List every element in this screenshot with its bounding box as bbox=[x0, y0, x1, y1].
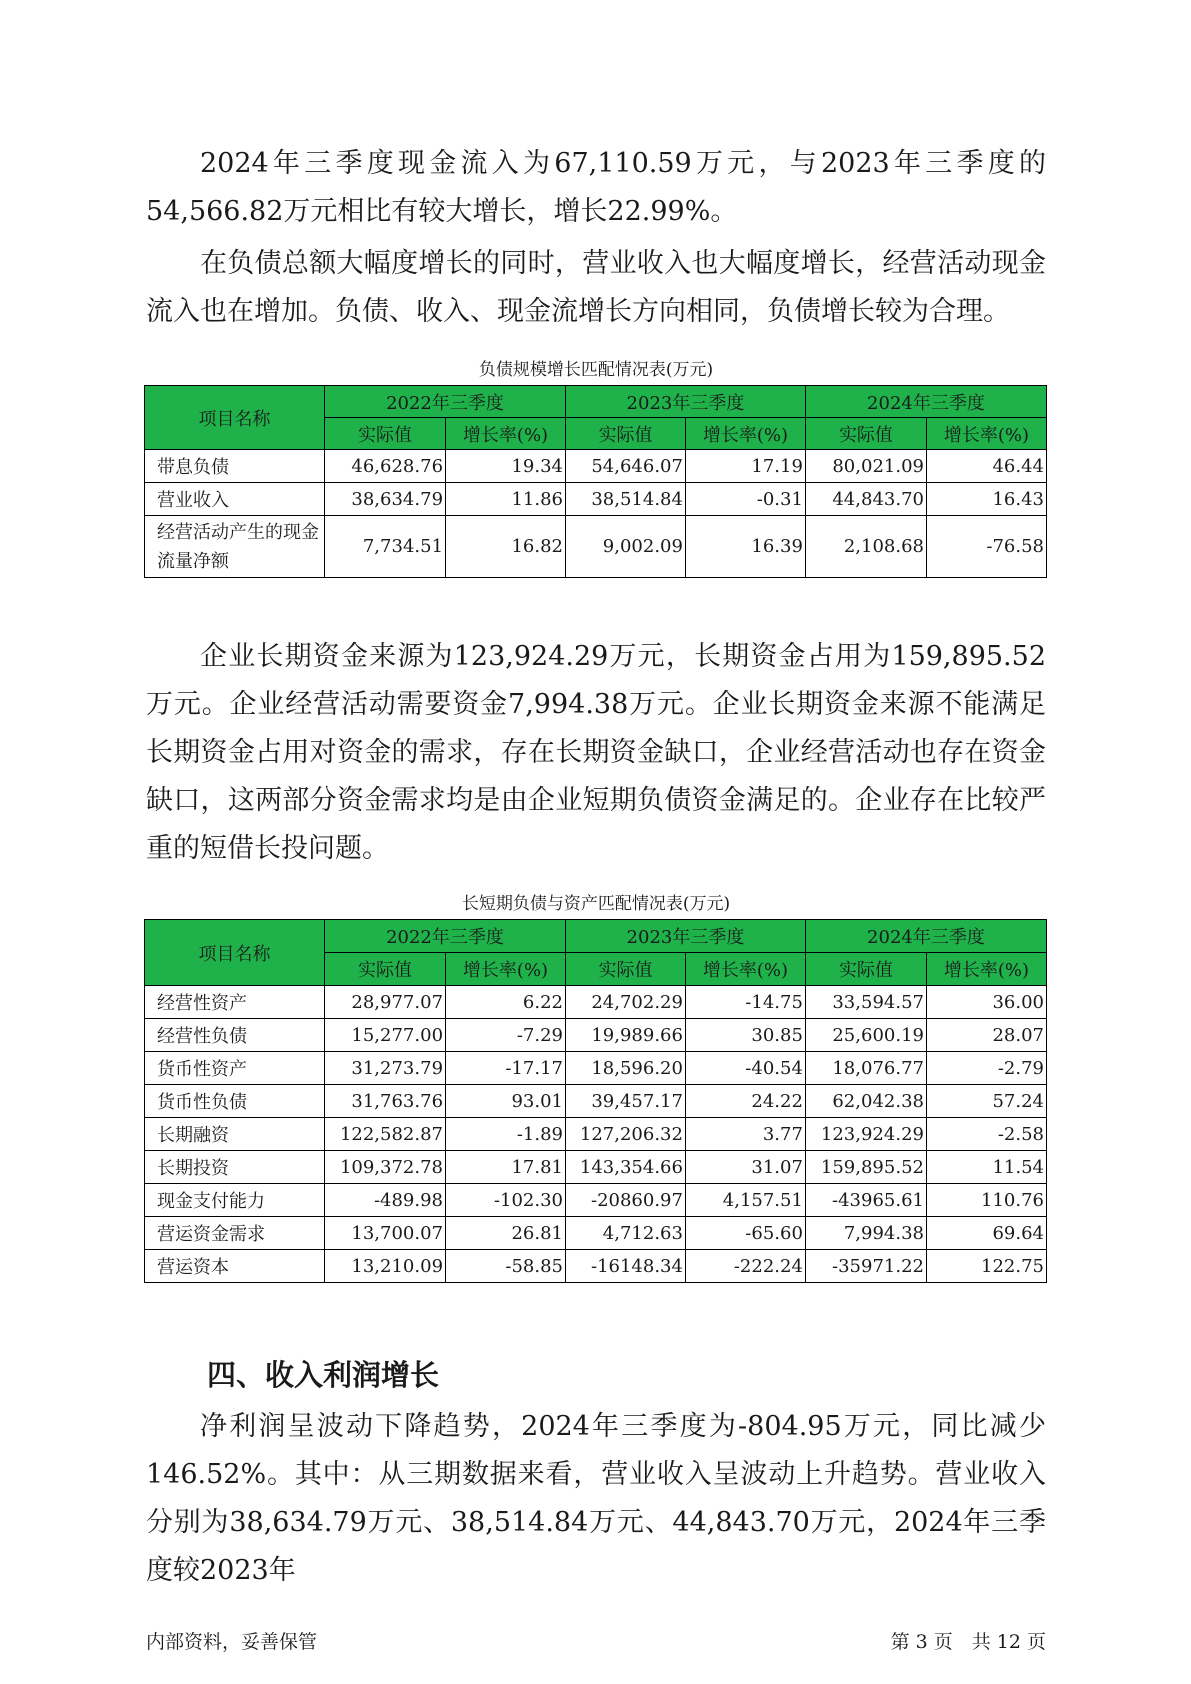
cell-value: 18,076.77 bbox=[805, 1052, 926, 1085]
cell-value: 44,843.70 bbox=[805, 483, 926, 516]
row-name: 营运资金需求 bbox=[145, 1217, 325, 1250]
cell-value: 16.39 bbox=[685, 516, 805, 578]
row-name: 经营性资产 bbox=[145, 986, 325, 1019]
cell-value: 93.01 bbox=[446, 1085, 566, 1118]
cell-value: 17.81 bbox=[446, 1151, 566, 1184]
cell-value: 57.24 bbox=[926, 1085, 1046, 1118]
cell-value: 31,273.79 bbox=[324, 1052, 445, 1085]
cell-value: 13,210.09 bbox=[324, 1250, 445, 1283]
footer-page-number: 第 3 页 共 12 页 bbox=[890, 1631, 1046, 1653]
header-item-name: 项目名称 bbox=[145, 386, 325, 450]
cell-value: 4,157.51 bbox=[685, 1184, 805, 1217]
cell-value: 31,763.76 bbox=[324, 1085, 445, 1118]
table-row bbox=[145, 1184, 1047, 1217]
table2-caption: 长短期负债与资产匹配情况表(万元) bbox=[461, 894, 731, 914]
table-row bbox=[145, 1250, 1047, 1283]
cell-value: 28.07 bbox=[926, 1019, 1046, 1052]
table1-caption: 负债规模增长匹配情况表(万元) bbox=[478, 360, 714, 380]
cell-value: 54,646.07 bbox=[565, 450, 685, 483]
cell-value: 13,700.07 bbox=[324, 1217, 445, 1250]
paragraph-debt-growth: 在负债总额大幅度增长的同时，营业收入也大幅度增长，经营活动现金流入也在增加。负债、收入、现金流增长方向相同，负债增长较为合理。 bbox=[146, 248, 1046, 327]
cell-value: -222.24 bbox=[685, 1250, 805, 1283]
cell-value: 69.64 bbox=[926, 1217, 1046, 1250]
cell-value: -58.85 bbox=[446, 1250, 566, 1283]
header-actual: 实际值 bbox=[565, 953, 685, 986]
cell-value: 30.85 bbox=[685, 1019, 805, 1052]
header-growth: 增长率(%) bbox=[685, 953, 805, 986]
cell-value: -1.89 bbox=[446, 1118, 566, 1151]
cell-value: 3.77 bbox=[685, 1118, 805, 1151]
cell-value: 36.00 bbox=[926, 986, 1046, 1019]
cell-value: 16.43 bbox=[926, 483, 1046, 516]
cell-value: 15,277.00 bbox=[324, 1019, 445, 1052]
cell-value: 7,994.38 bbox=[805, 1217, 926, 1250]
table-row bbox=[145, 1151, 1047, 1184]
table-row bbox=[145, 1118, 1047, 1151]
cell-value: 123,924.29 bbox=[805, 1118, 926, 1151]
cell-value: 109,372.78 bbox=[324, 1151, 445, 1184]
table-row bbox=[145, 483, 1047, 516]
row-name: 货币性资产 bbox=[145, 1052, 325, 1085]
cell-value: 122.75 bbox=[926, 1250, 1046, 1283]
cell-value: 127,206.32 bbox=[565, 1118, 685, 1151]
header-period-2023: 2023年三季度 bbox=[565, 386, 805, 418]
cell-value: 46,628.76 bbox=[324, 450, 445, 483]
cell-value: 7,734.51 bbox=[324, 516, 445, 578]
cell-value: 38,634.79 bbox=[324, 483, 445, 516]
cell-value: 11.86 bbox=[446, 483, 566, 516]
cell-value: -35971.22 bbox=[805, 1250, 926, 1283]
cell-value: 159,895.52 bbox=[805, 1151, 926, 1184]
paragraph-long-term-funding: 企业长期资金来源为123,924.29万元，长期资金占用为159,895.52万元。企业经营活动需要资金7,994.38万元。企业长期资金来源不能满足长期资金占用对资金的需求，存在长期资金缺口，企业经营活动也存在资金缺口，这两部分资金需求均是由企业短期负债资金满足的。企业存在比较严重的短借长投问题。 bbox=[146, 641, 1046, 864]
header-period-2024: 2024年三季度 bbox=[805, 920, 1046, 953]
header-period-2022: 2022年三季度 bbox=[324, 920, 565, 953]
cell-value: 17.19 bbox=[685, 450, 805, 483]
row-name: 现金支付能力 bbox=[145, 1184, 325, 1217]
cell-value: 18,596.20 bbox=[565, 1052, 685, 1085]
row-name: 营业收入 bbox=[145, 483, 325, 516]
cell-value: -65.60 bbox=[685, 1217, 805, 1250]
cell-value: 24,702.29 bbox=[565, 986, 685, 1019]
cell-value: -43965.61 bbox=[805, 1184, 926, 1217]
cell-value: 26.81 bbox=[446, 1217, 566, 1250]
row-name: 带息负债 bbox=[145, 450, 325, 483]
table-row bbox=[145, 516, 1047, 578]
debt-growth-match-table bbox=[144, 385, 1047, 578]
cell-value: 11.54 bbox=[926, 1151, 1046, 1184]
cell-value: 38,514.84 bbox=[565, 483, 685, 516]
row-name: 长期融资 bbox=[145, 1118, 325, 1151]
table-row bbox=[145, 1052, 1047, 1085]
cell-value: 122,582.87 bbox=[324, 1118, 445, 1151]
cell-value: 31.07 bbox=[685, 1151, 805, 1184]
row-name: 经营活动产生的现金流量净额 bbox=[145, 516, 325, 578]
debt-asset-match-table bbox=[144, 919, 1047, 1283]
cell-value: -2.79 bbox=[926, 1052, 1046, 1085]
cell-value: 9,002.09 bbox=[565, 516, 685, 578]
cell-value: 39,457.17 bbox=[565, 1085, 685, 1118]
header-growth: 增长率(%) bbox=[446, 953, 566, 986]
cell-value: -16148.34 bbox=[565, 1250, 685, 1283]
header-growth: 增长率(%) bbox=[685, 418, 805, 450]
header-actual: 实际值 bbox=[805, 953, 926, 986]
cell-value: 2,108.68 bbox=[805, 516, 926, 578]
header-actual: 实际值 bbox=[805, 418, 926, 450]
header-actual: 实际值 bbox=[324, 418, 445, 450]
header-actual: 实际值 bbox=[324, 953, 445, 986]
table-row bbox=[145, 1019, 1047, 1052]
section-heading: 四、收入利润增长 bbox=[207, 1358, 440, 1392]
cell-value: 25,600.19 bbox=[805, 1019, 926, 1052]
cell-value: -76.58 bbox=[926, 516, 1046, 578]
cell-value: 143,354.66 bbox=[565, 1151, 685, 1184]
cell-value: 33,594.57 bbox=[805, 986, 926, 1019]
table-row bbox=[145, 450, 1047, 483]
cell-value: -0.31 bbox=[685, 483, 805, 516]
paragraph-cash-inflow: 2024年三季度现金流入为67,110.59万元，与2023年三季度的54,566.82万元相比有较大增长，增长22.99%。 bbox=[146, 148, 1046, 227]
cell-value: -2.58 bbox=[926, 1118, 1046, 1151]
cell-value: -14.75 bbox=[685, 986, 805, 1019]
header-growth: 增长率(%) bbox=[446, 418, 566, 450]
row-name: 营运资本 bbox=[145, 1250, 325, 1283]
header-period-2022: 2022年三季度 bbox=[324, 386, 565, 418]
header-growth: 增长率(%) bbox=[926, 418, 1046, 450]
header-period-2023: 2023年三季度 bbox=[565, 920, 805, 953]
table-row bbox=[145, 1217, 1047, 1250]
cell-value: -489.98 bbox=[324, 1184, 445, 1217]
table-row bbox=[145, 986, 1047, 1019]
header-item-name: 项目名称 bbox=[145, 920, 325, 986]
cell-value: 16.82 bbox=[446, 516, 566, 578]
cell-value: -17.17 bbox=[446, 1052, 566, 1085]
cell-value: 6.22 bbox=[446, 986, 566, 1019]
paragraph-net-profit: 净利润呈波动下降趋势，2024年三季度为-804.95万元，同比减少146.52%。其中：从三期数据来看，营业收入呈波动上升趋势。营业收入分别为38,634.79万元、38,514.84万元、44,843.70万元，2024年三季度较2023年 bbox=[146, 1411, 1046, 1586]
cell-value: -20860.97 bbox=[565, 1184, 685, 1217]
cell-value: 110.76 bbox=[926, 1184, 1046, 1217]
cell-value: 19.34 bbox=[446, 450, 566, 483]
cell-value: 28,977.07 bbox=[324, 986, 445, 1019]
cell-value: 4,712.63 bbox=[565, 1217, 685, 1250]
cell-value: -102.30 bbox=[446, 1184, 566, 1217]
cell-value: 62,042.38 bbox=[805, 1085, 926, 1118]
cell-value: 24.22 bbox=[685, 1085, 805, 1118]
footer-confidential-note: 内部资料，妥善保管 bbox=[146, 1631, 318, 1653]
cell-value: 19,989.66 bbox=[565, 1019, 685, 1052]
header-period-2024: 2024年三季度 bbox=[805, 386, 1046, 418]
cell-value: -40.54 bbox=[685, 1052, 805, 1085]
cell-value: 46.44 bbox=[926, 450, 1046, 483]
row-name: 经营性负债 bbox=[145, 1019, 325, 1052]
header-actual: 实际值 bbox=[565, 418, 685, 450]
header-growth: 增长率(%) bbox=[926, 953, 1046, 986]
cell-value: -7.29 bbox=[446, 1019, 566, 1052]
cell-value: 80,021.09 bbox=[805, 450, 926, 483]
row-name: 长期投资 bbox=[145, 1151, 325, 1184]
table-row bbox=[145, 1085, 1047, 1118]
row-name: 货币性负债 bbox=[145, 1085, 325, 1118]
